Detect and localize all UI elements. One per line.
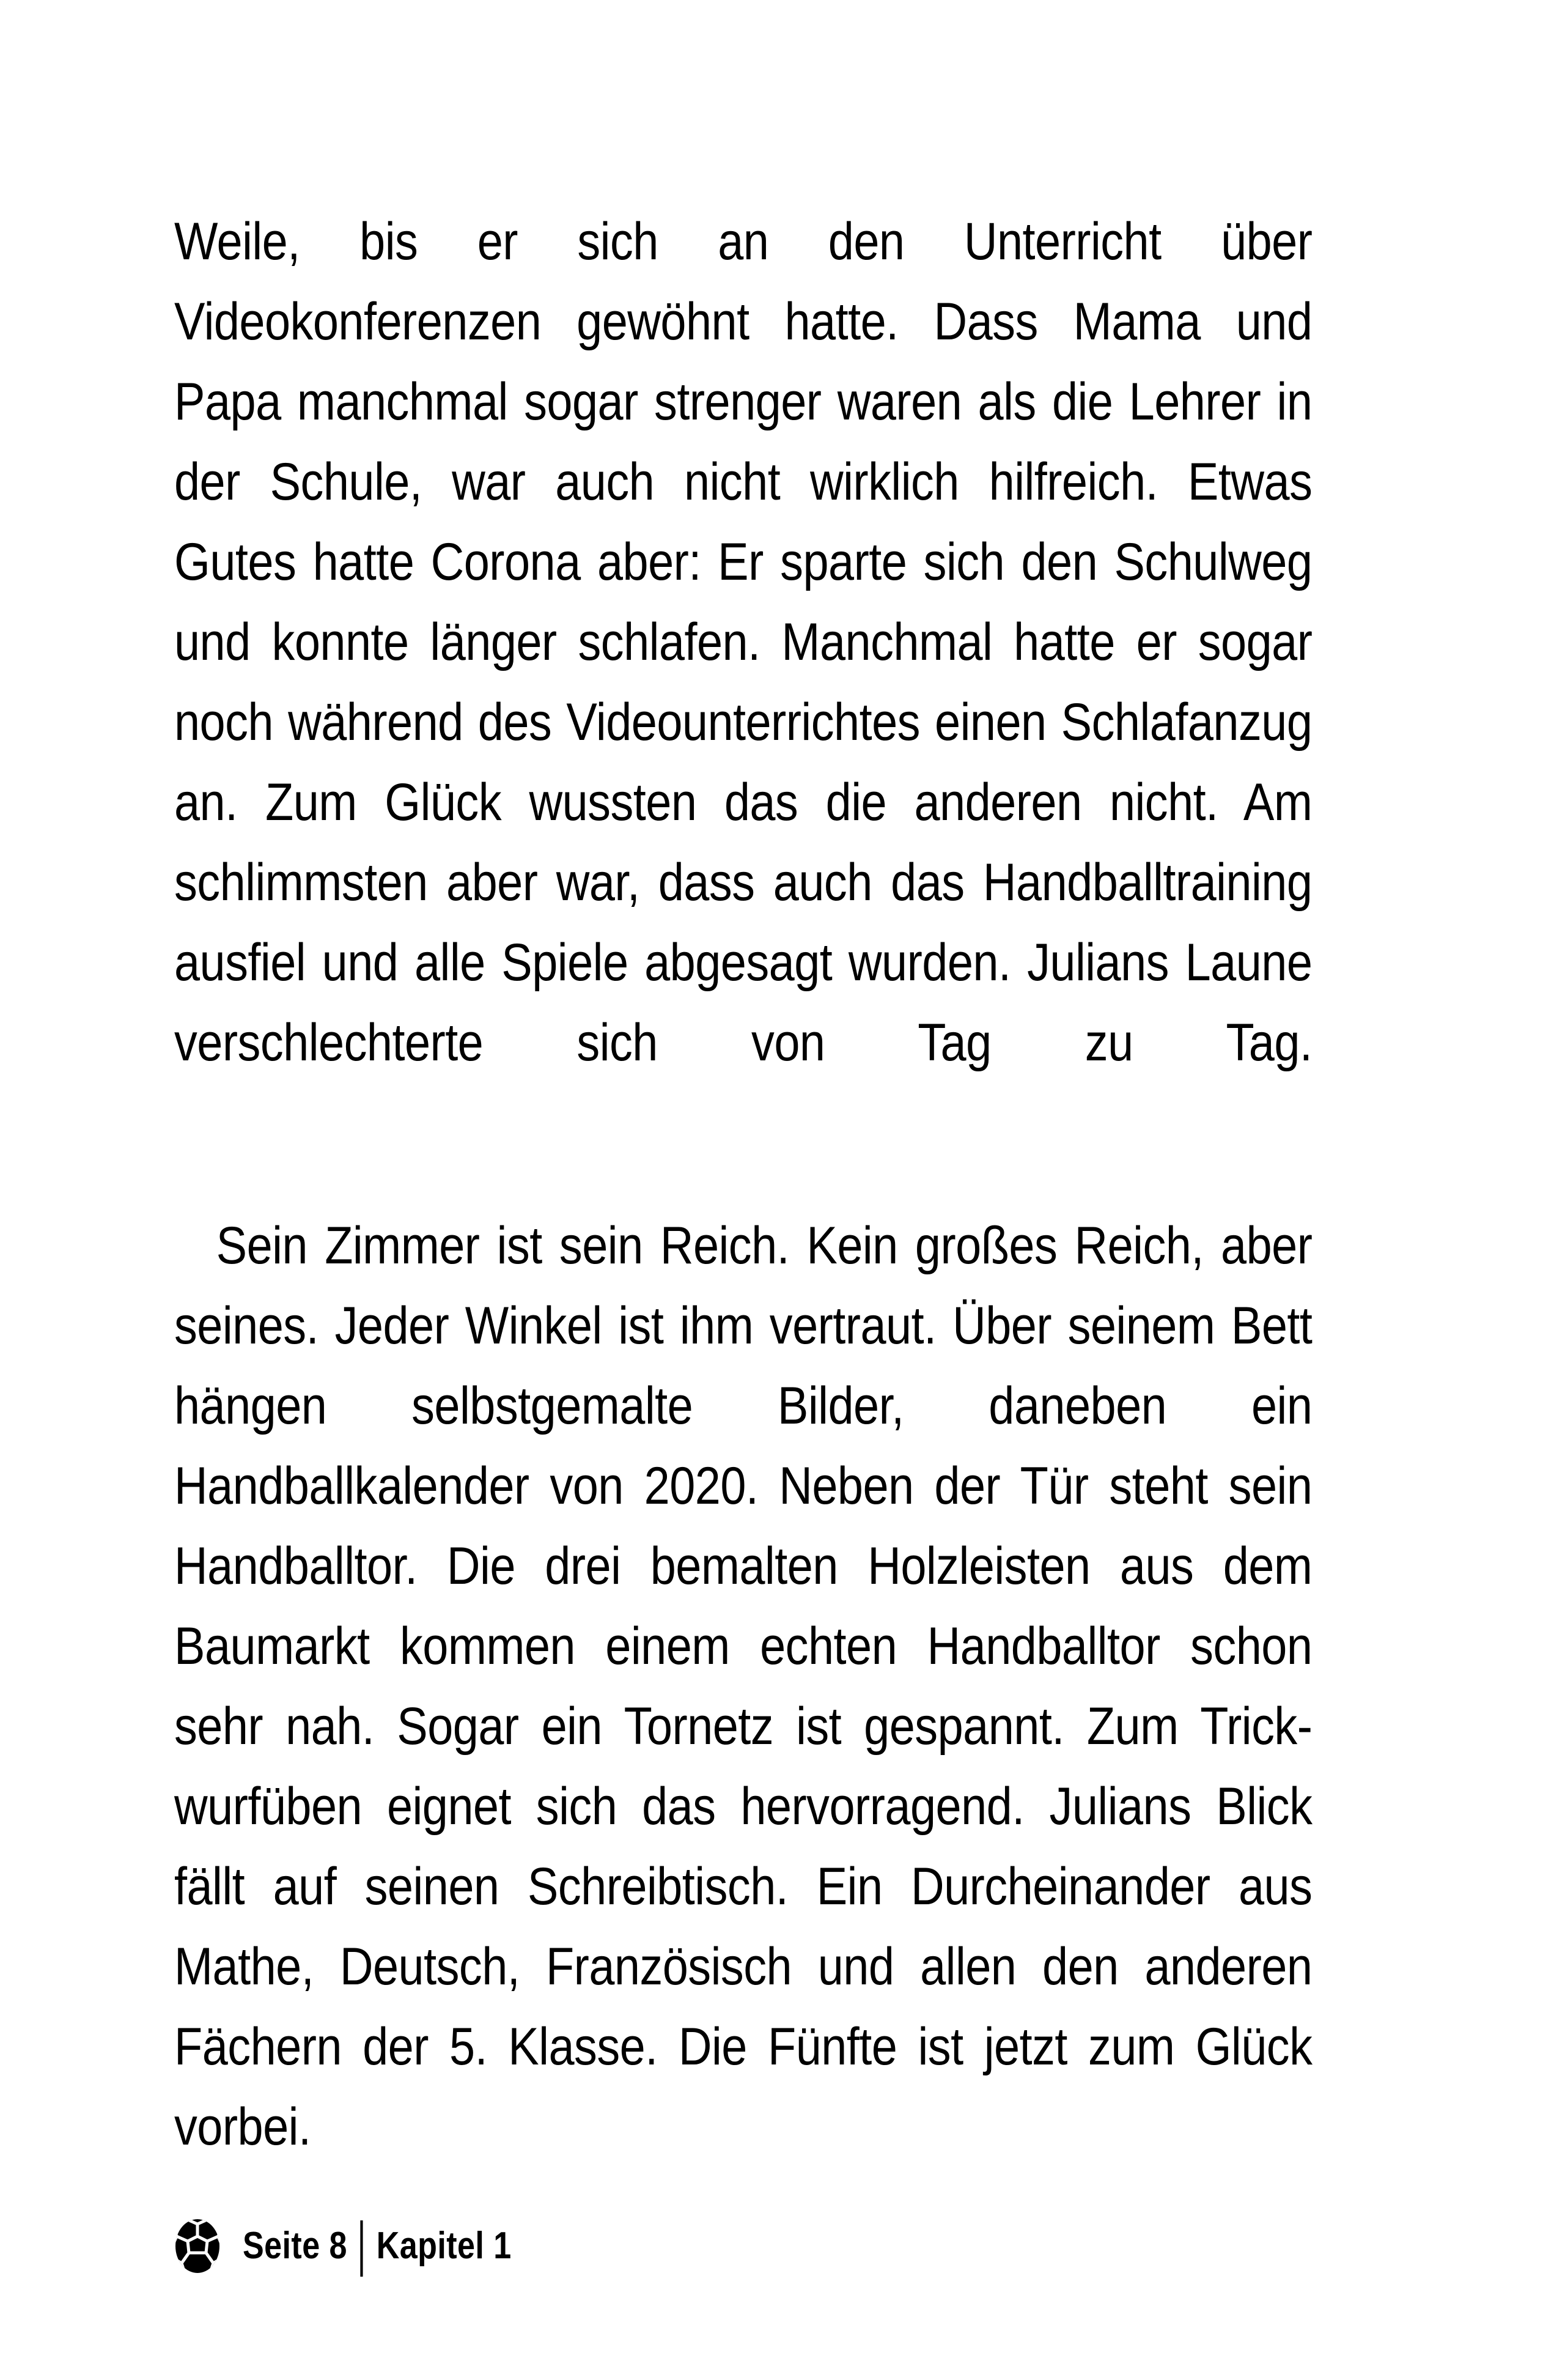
page-footer <box>174 2206 562 2286</box>
body-text-column <box>174 202 1313 2247</box>
chapter-label: Kapitel 1 <box>376 2225 512 2267</box>
paragraph-room: Sein Zimmer ist sein Reich. Kein großes Reich, aber seines. Jeder Winkel ist ihm vertraut. Über seinem Bett hängen selbstgemalte Bilder, daneben ein Handballkalender von 2020. Neben der Tür steht sein Handballtor. Die drei bemalten Holzleisten aus dem Baumarkt kommen einem echten Handballtor schon sehr nah. Sogar ein Tornetz ist gespannt. Zum Trick-wurfüben eignet sich das hervorragend. Julians Blick fällt auf seinen Schreibtisch. Ein Durcheinander aus Mathe, Deutsch, Französisch und allen den anderen Fächern der 5. Klasse. Die Fünfte ist jetzt zum Glück vorbei. <box>174 1216 1313 2156</box>
handball-ball-icon <box>174 2218 221 2274</box>
paragraph-continued: Weile, bis er sich an den Unterricht über Videokonferenzen gewöhnt hatte. Dass Mama und Papa manchmal sogar strenger waren als die Lehrer in der Schule, war auch nicht wirklich hilfreich. Etwas Gutes hatte Corona aber: Er sparte sich den Schulweg und konnte länger schlafen. Manchmal hatte er sogar noch während des Videounterrichtes einen Schlafanzug an. Zum Glück wussten das die anderen nicht. Am schlimmsten aber war, dass auch das Handballtraining ausfiel und alle Spiele abgesagt wurden. Julians Laune verschlechterte sich von Tag zu Tag. <box>174 212 1313 1072</box>
footer-label-group <box>243 2218 512 2274</box>
footer-divider <box>361 2220 363 2277</box>
page-number-label: Seite 8 <box>243 2225 347 2267</box>
